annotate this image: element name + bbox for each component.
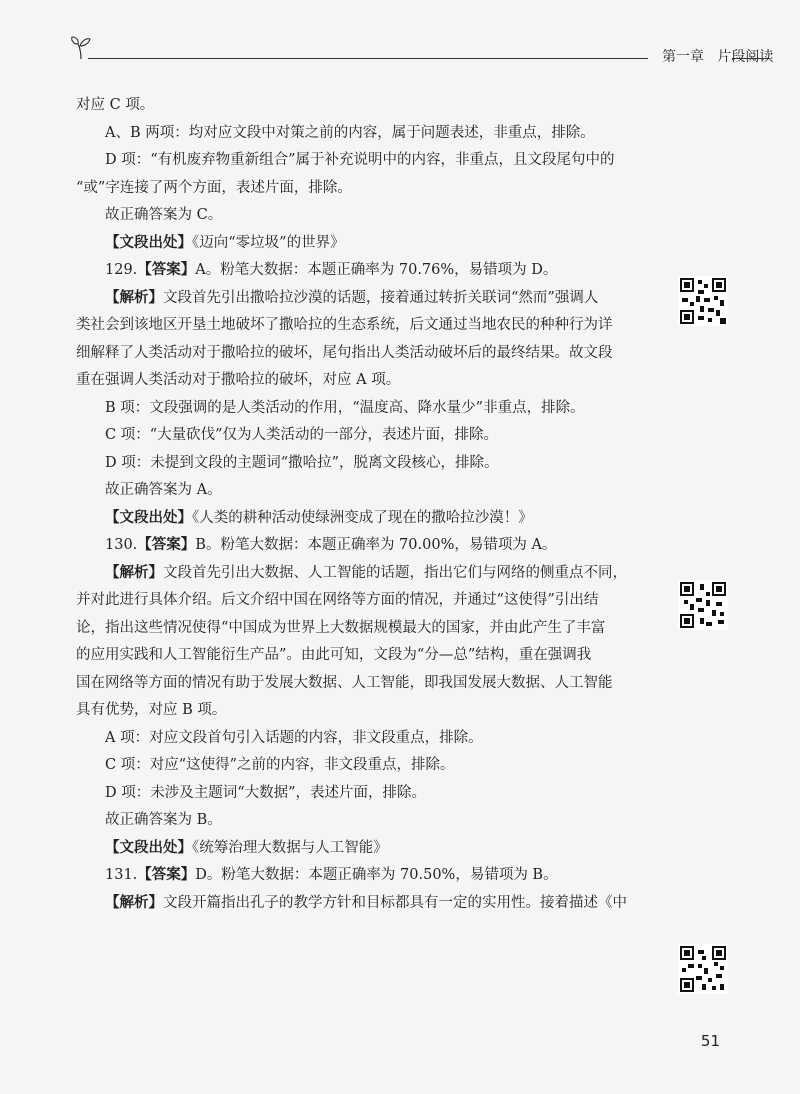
text-line: A 项：对应文段首句引入话题的内容，非文段重点，排除。 xyxy=(105,729,483,746)
analysis-line: 【解析】文段首先引出大数据、人工智能的话题，指出它们与网络的侧重点不同， xyxy=(105,564,627,581)
answer-label: 【答案】 xyxy=(137,537,196,553)
source-label: 【文段出处】 xyxy=(105,509,192,526)
qr-code-icon[interactable] xyxy=(678,276,728,326)
chapter-title xyxy=(662,46,792,66)
source-line: 【文段出处】《统筹治理大数据与人工智能》 xyxy=(105,839,388,856)
text-line: 并对此进行具体介绍。后文介绍中国在网络等方面的情况，并通过“这使得”引出结 xyxy=(76,592,599,608)
text-line: A、B 两项：均对应文段中对策之前的内容，属于问题表述，非重点，排除。 xyxy=(105,124,595,141)
qr-code-icon[interactable] xyxy=(678,580,728,630)
qr-code-icon[interactable] xyxy=(678,944,728,994)
text-line: 类社会到该地区开垦土地破坏了撒哈拉的生态系统，后文通过当地农民的种种行为详 xyxy=(76,317,613,333)
analysis-label: 【解析】 xyxy=(105,289,163,306)
chapter-number: 第一章 xyxy=(662,49,704,65)
answer-label: 【答案】 xyxy=(137,262,196,278)
text-line: 国在网络等方面的情况有助于发展大数据、人工智能，即我国发展大数据、人工智能 xyxy=(76,674,613,691)
text-line: 细解释了人类活动对于撒哈拉的破坏，尾句指出人类活动破坏后的最终结果。故文段 xyxy=(76,344,613,361)
header-rule-right xyxy=(732,58,770,59)
text-line: 重在强调人类活动对于撒哈拉的破坏，对应 A 项。 xyxy=(76,372,401,388)
section-name: 片段阅读 xyxy=(717,49,774,65)
source-line: 【文段出处】《迈向“零垃圾”的世界》 xyxy=(105,234,345,251)
text-line: C 项：对应“这使得”之前的内容，非文段重点，排除。 xyxy=(105,757,455,773)
answer-line: 131.【答案】D。粉笔大数据：本题正确率为 70.50%，易错项为 B。 xyxy=(105,867,558,883)
source-label: 【文段出处】 xyxy=(105,839,192,856)
text-line: 的应用实践和人工智能衍生产品”。由此可知，文段为“分—总”结构，重在强调我 xyxy=(76,647,592,663)
text-line: D 项：“有机废弃物重新组合”属于补充说明中的内容，非重点，且文段尾句中的 xyxy=(105,152,615,168)
text-line: D 项：未涉及主题词“大数据”，表述片面，排除。 xyxy=(105,784,427,801)
source-label: 【文段出处】 xyxy=(105,234,192,251)
answer-line: 129.【答案】A。粉笔大数据：本题正确率为 70.76%，易错项为 D。 xyxy=(105,262,558,278)
text-line: 对应 C 项。 xyxy=(76,97,155,113)
text-line: 故正确答案为 C。 xyxy=(105,207,223,223)
text-line: 具有优势，对应 B 项。 xyxy=(76,702,227,718)
text-line: 故正确答案为 A。 xyxy=(105,482,222,498)
page-number: 51 xyxy=(700,1032,720,1050)
question-number: 131. xyxy=(105,867,138,883)
text-line: 故正确答案为 B。 xyxy=(105,812,222,828)
answer-label: 【答案】 xyxy=(137,867,196,883)
question-number: 130. xyxy=(105,537,138,553)
source-line: 【文段出处】《人类的耕种活动使绿洲变成了现在的撒哈拉沙漠！》 xyxy=(105,509,533,526)
question-number: 129. xyxy=(105,262,138,278)
text-line: D 项：未提到文段的主题词“撒哈拉”，脱离文段核心，排除。 xyxy=(105,454,499,471)
page-header xyxy=(70,34,774,74)
analysis-line: 【解析】文段开篇指出孔子的教学方针和目标都具有一定的实用性。接着描述《中 xyxy=(105,894,627,911)
text-line: 论，指出这些情况使得“中国成为世界上大数据规模最大的国家，并由此产生了丰富 xyxy=(76,619,606,636)
sprout-icon xyxy=(70,34,92,60)
text-line: B 项：文段强调的是人类活动的作用，“温度高、降水量少”非重点，排除。 xyxy=(105,399,585,416)
page-body xyxy=(76,92,656,917)
header-rule xyxy=(88,58,648,59)
analysis-label: 【解析】 xyxy=(105,564,163,581)
analysis-label: 【解析】 xyxy=(105,894,163,911)
text-line: C 项：“大量砍伐”仅为人类活动的一部分，表述片面，排除。 xyxy=(105,427,499,443)
analysis-line: 【解析】文段首先引出撒哈拉沙漠的话题，接着通过转折关联词“然而”强调人 xyxy=(105,289,599,306)
text-line: “或”字连接了两个方面，表述片面，排除。 xyxy=(76,179,352,196)
answer-line: 130.【答案】B。粉笔大数据：本题正确率为 70.00%，易错项为 A。 xyxy=(105,537,557,553)
